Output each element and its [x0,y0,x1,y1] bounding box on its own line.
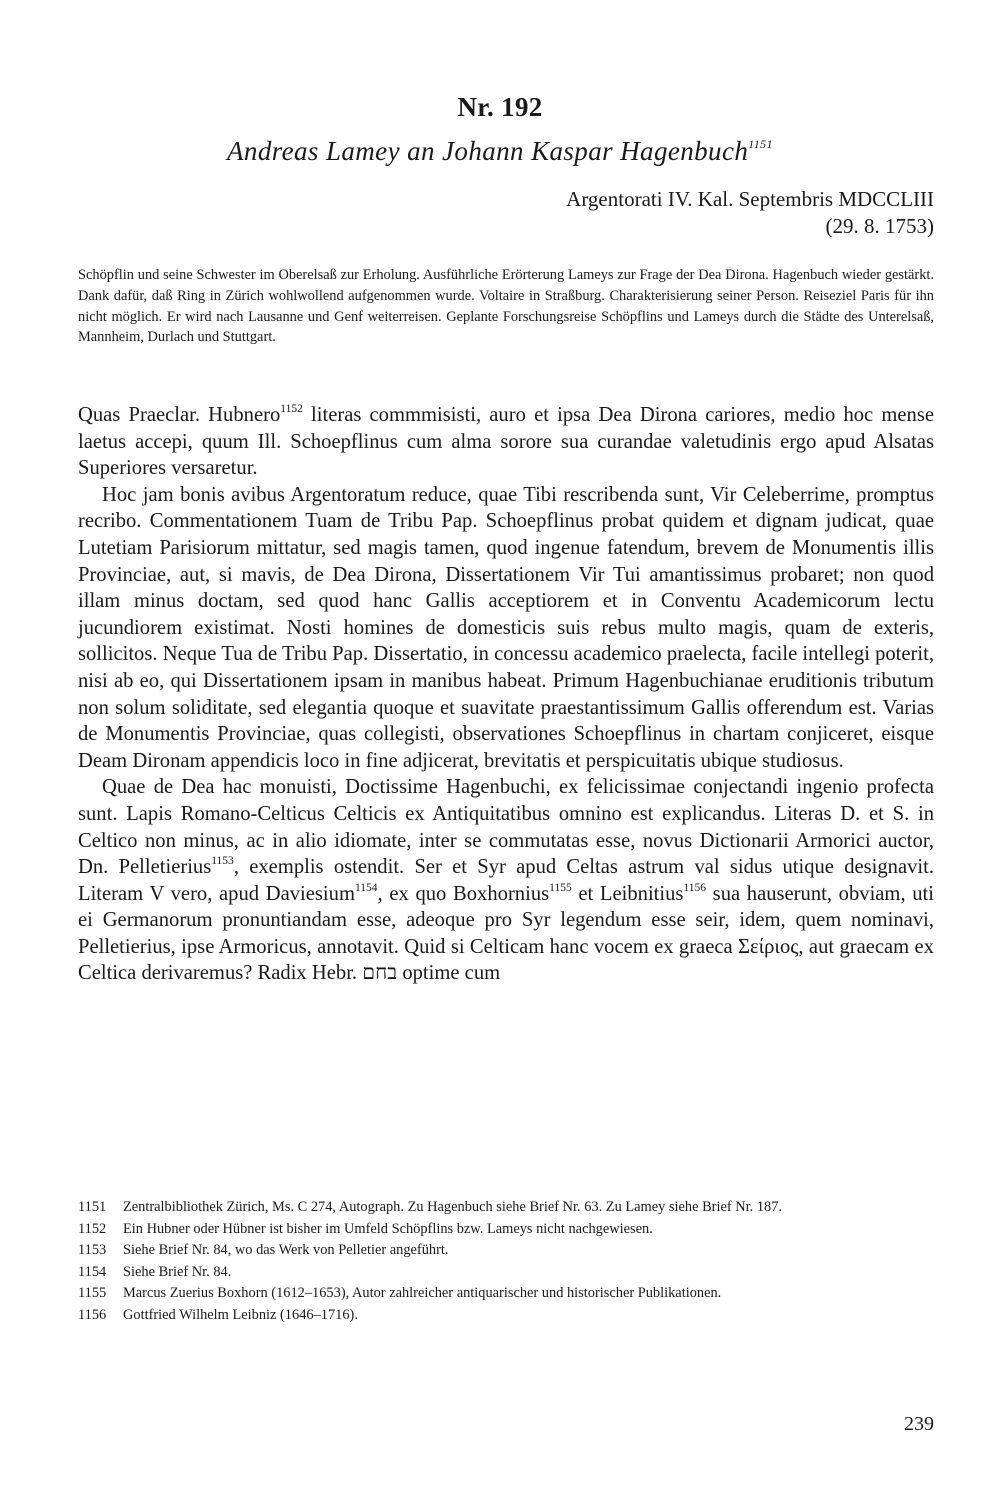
footnote-ref: 1151 [748,137,773,151]
letter-number: Nr. 192 [457,92,543,122]
letter-summary: Schöpflin und seine Schwester im Oberelsaß zur Erholung. Ausführliche Erörterung Lameys zur Frage der Dea Dirona. Hagenbuch wieder gestärkt. Dank dafür, daß Ring in Zürich wohlwollend aufgenommen wurde. Voltaire in Straßburg. Charakterisierung seiner Person. Reiseziel Paris für ihn nicht möglich. Er wird nach Lausanne und Genf weiterreisen. Geplante Forschungsreise Schöpflins und Lameys durch die Städte des Unterelsaß, Mannheim, Durlach und Stuttgart. [78,267,934,346]
text-run: et Leibnitius [571,882,684,905]
footnote-text: Zentralbibliothek Zürich, Ms. C 274, Autograph. Zu Hagenbuch siehe Brief Nr. 63. Zu Lamey siehe Brief Nr. 187. [123,1199,783,1215]
footnote-item [78,1305,934,1326]
footnote-item [78,1197,934,1218]
footnote-item [78,1262,934,1283]
date-latin: Argentorati IV. Kal. Septembris MDCCLIII [566,187,934,211]
footnote-ref: 1156 [683,881,707,894]
footnote-number: 1151 [78,1199,107,1215]
text-run: Quae de Dea hac monuisti, Doctissime Hagenbuchi, ex felicissimae conjectandi ingenio profecta sunt. Lapis Romano-Celticus Celticis ex Antiquitatibus omnino est explicandus. Literas D. et S. in Celtico non minus, ac in alio idiomate, inter se commutatas esse, novus Dictionarii Armorici auctor, Dn. Pelletierius [78,776,934,879]
letter-body [78,402,934,987]
footnote-text: Gottfried Wilhelm Leibniz (1646–1716). [123,1306,358,1323]
footnote-number: 1152 [78,1220,107,1237]
text-run: , ex quo Boxhornius [377,882,550,905]
footnote-text: Marcus Zuerius Boxhorn (1612–1653), Autor zahlreicher antiquarischer und historischer Publikationen. [123,1285,722,1301]
footnote-number: 1155 [78,1285,107,1301]
text-run: Quas Praeclar. Hubnero [78,404,281,426]
footnote-ref: 1153 [211,855,234,868]
footnote-item [78,1283,934,1304]
text-run: , exemplis ostendit. Ser et Syr apud Celtas astrum val sidus utique designavit. Literam V vero, apud Daviesium [78,856,934,905]
footnote-ref: 1155 [549,881,572,894]
footnote-ref: 1152 [280,403,303,415]
footnote-item [78,1240,934,1261]
body-paragraph [78,774,934,987]
footnote-text: Siehe Brief Nr. 84, wo das Werk von Pelletier angeführt. [123,1242,449,1258]
footnote-number: 1154 [78,1263,107,1280]
letter-title [0,136,1000,167]
footnote-number: 1153 [78,1242,107,1258]
date-block [566,186,934,240]
footnote-text: Ein Hubner oder Hübner ist bisher im Umfeld Schöpflins bzw. Lameys nicht nachgewiesen. [123,1220,653,1237]
body-paragraph [78,402,934,482]
footnote-item [78,1219,934,1240]
text-run: literas commmisisti, auro et ipsa Dea Dirona cariores, medio hoc mense laetus accepi, quum Ill. Schoepflinus cum alma sorore sua curandae valetudinis ergo apud Alsatas Superiores versaretur. [78,404,934,480]
footnote-number: 1156 [78,1306,107,1323]
letter-title-text: Andreas Lamey an Johann Kaspar Hagenbuch [227,136,749,166]
footnote-text: Siehe Brief Nr. 84. [123,1263,232,1280]
text-run: sua hauserunt, obviam, uti ei Germanorum pronuntiandam esse, adeoque pro Syr legendum esse seir, idem, quem nominavi, Pelletierius, ipse Armoricus, annotavit. Quid si Celticam hanc vocem ex graeca Σείριος, aut graecam ex Celtica derivaremus? Radix Hebr. בחם optime cum [78,882,934,985]
body-paragraph: Hoc jam bonis avibus Argentoratum reduce, quae Tibi rescribenda sunt, Vir Celeberrime, promptus recribo. Commentationem Tuam de Tribu Pap. Schoepflinus probat quidem et dignam judicat, quae Lutetiam Parisiorum mittatur, sed magis tamen, quod ingenue fatendum, brevem de Monumentis illis Provinciae, aut, si mavis, de Dea Dirona, Dissertationem Vir Tui amantissimus probaret; non quod illam minus doctam, sed quod hanc Gallis acceptiorem et in Conventu Academicorum lectu jucundiorem existimat. Nosti homines de domesticis suis rebus multo magis, quam de exteris, sollicitos. Neque Tua de Tribu Pap. Dissertatio, in concessu academico praelecta, facile intellegi poterit, nisi ab eo, qui Dissertationem ipsam in manibus habeat. Primum Hagenbuchianae eruditionis tributum non solum soliditate, sed elegantia quoque et suavitate praestantissimum Gallis offerendum est. Varias de Monumentis Provinciae, quas collegisti, observationes Schoepflinus in chartam conjiceret, eisque Deam Dironam appendicis loco in fine adjicerat, brevitatis et perspicuitatis ubique studiosus. [78,483,934,772]
page-number: 239 [904,1413,934,1435]
date-modern: (29. 8. 1753) [825,214,934,238]
footnotes [78,1197,934,1326]
footnote-ref: 1154 [354,881,378,894]
